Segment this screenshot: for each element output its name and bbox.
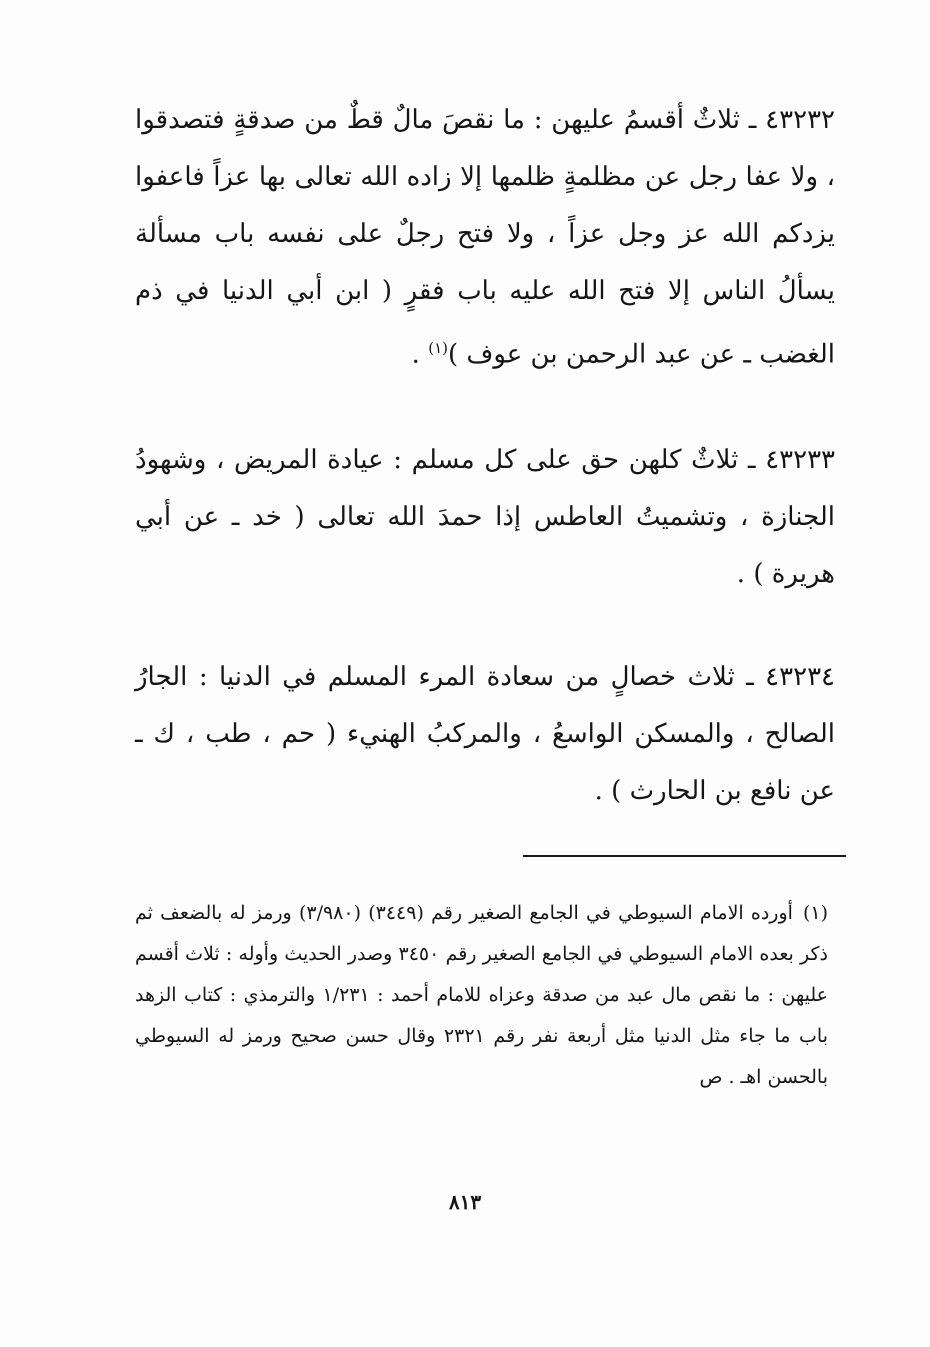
- footnote: [135, 893, 828, 1098]
- footnote-text: أورده الامام السيوطي في الجامع الصغير رقم (٣٤٤٩) (٣/٩٨٠) ورمز له بالضعف ثم ذكر بعده الامام السيوطي في الجامع الصغير رقم ٣٤٥٠ وصدر الحديث وأوله : ثلاث أقسم عليهن : ما نقص مال عبد من صدقة وعزاه للامام أحمد : ١/٢٣١ والترمذي : كتاب الزهد باب ما جاء مثل الدنيا مثل أربعة نفر رقم ٢٣٢١ وقال حسن صحيح ورمز له السيوطي بالحسن اهـ . ص: [135, 902, 829, 1088]
- hadith-end-mark: .: [411, 339, 429, 370]
- hadith-number: ٤٣٢٣٢: [765, 105, 835, 135]
- footnote-separator: [523, 855, 846, 857]
- hadith-43232: [135, 92, 835, 384]
- page-number: ٨١٣: [448, 1190, 482, 1214]
- footnote-reference[interactable]: (١): [428, 339, 448, 357]
- hadith-number: ٤٣٢٣٣: [765, 445, 836, 475]
- hadith-text: ـ ثلاثٌ كلهن حق على كل مسلم : عيادة المريض ، وشهودُ الجنازة ، وتشميتُ العاطس إذا حمدَ الله تعالى ( خد ـ عن أبي هريرة ) .: [135, 445, 835, 589]
- hadith-text: ـ ثلاث خصالٍ من سعادة المرء المسلم في الدنيا : الجارُ الصالح ، والمسكن الواسعُ ، والمركبُ الهنيء ( حم ، طب ، ك ـ عن نافع بن الحارث ) .: [135, 662, 835, 806]
- hadith-43233: [135, 432, 835, 603]
- hadith-43234: [135, 649, 835, 820]
- hadith-number: ٤٣٢٣٤: [765, 662, 835, 692]
- footnote-marker: (١): [802, 902, 828, 924]
- hadith-text: ـ ثلاثٌ أقسمُ عليهن : ما نقصَ مالٌ قطٌ من صدقةٍ فتصدقوا ، ولا عفا رجل عن مظلمةٍ ظلمها إلا زاده الله تعالى بها عزاً فاعفوا يزدكم الله عز وجل عزاً ، ولا فتح رجلٌ على نفسه باب مسألة يسألُ الناس إلا فتح الله عليه باب فقرٍ ( ابن أبي الدنيا في ذم الغضب ـ عن عبد الرحمن بن عوف ): [135, 105, 835, 370]
